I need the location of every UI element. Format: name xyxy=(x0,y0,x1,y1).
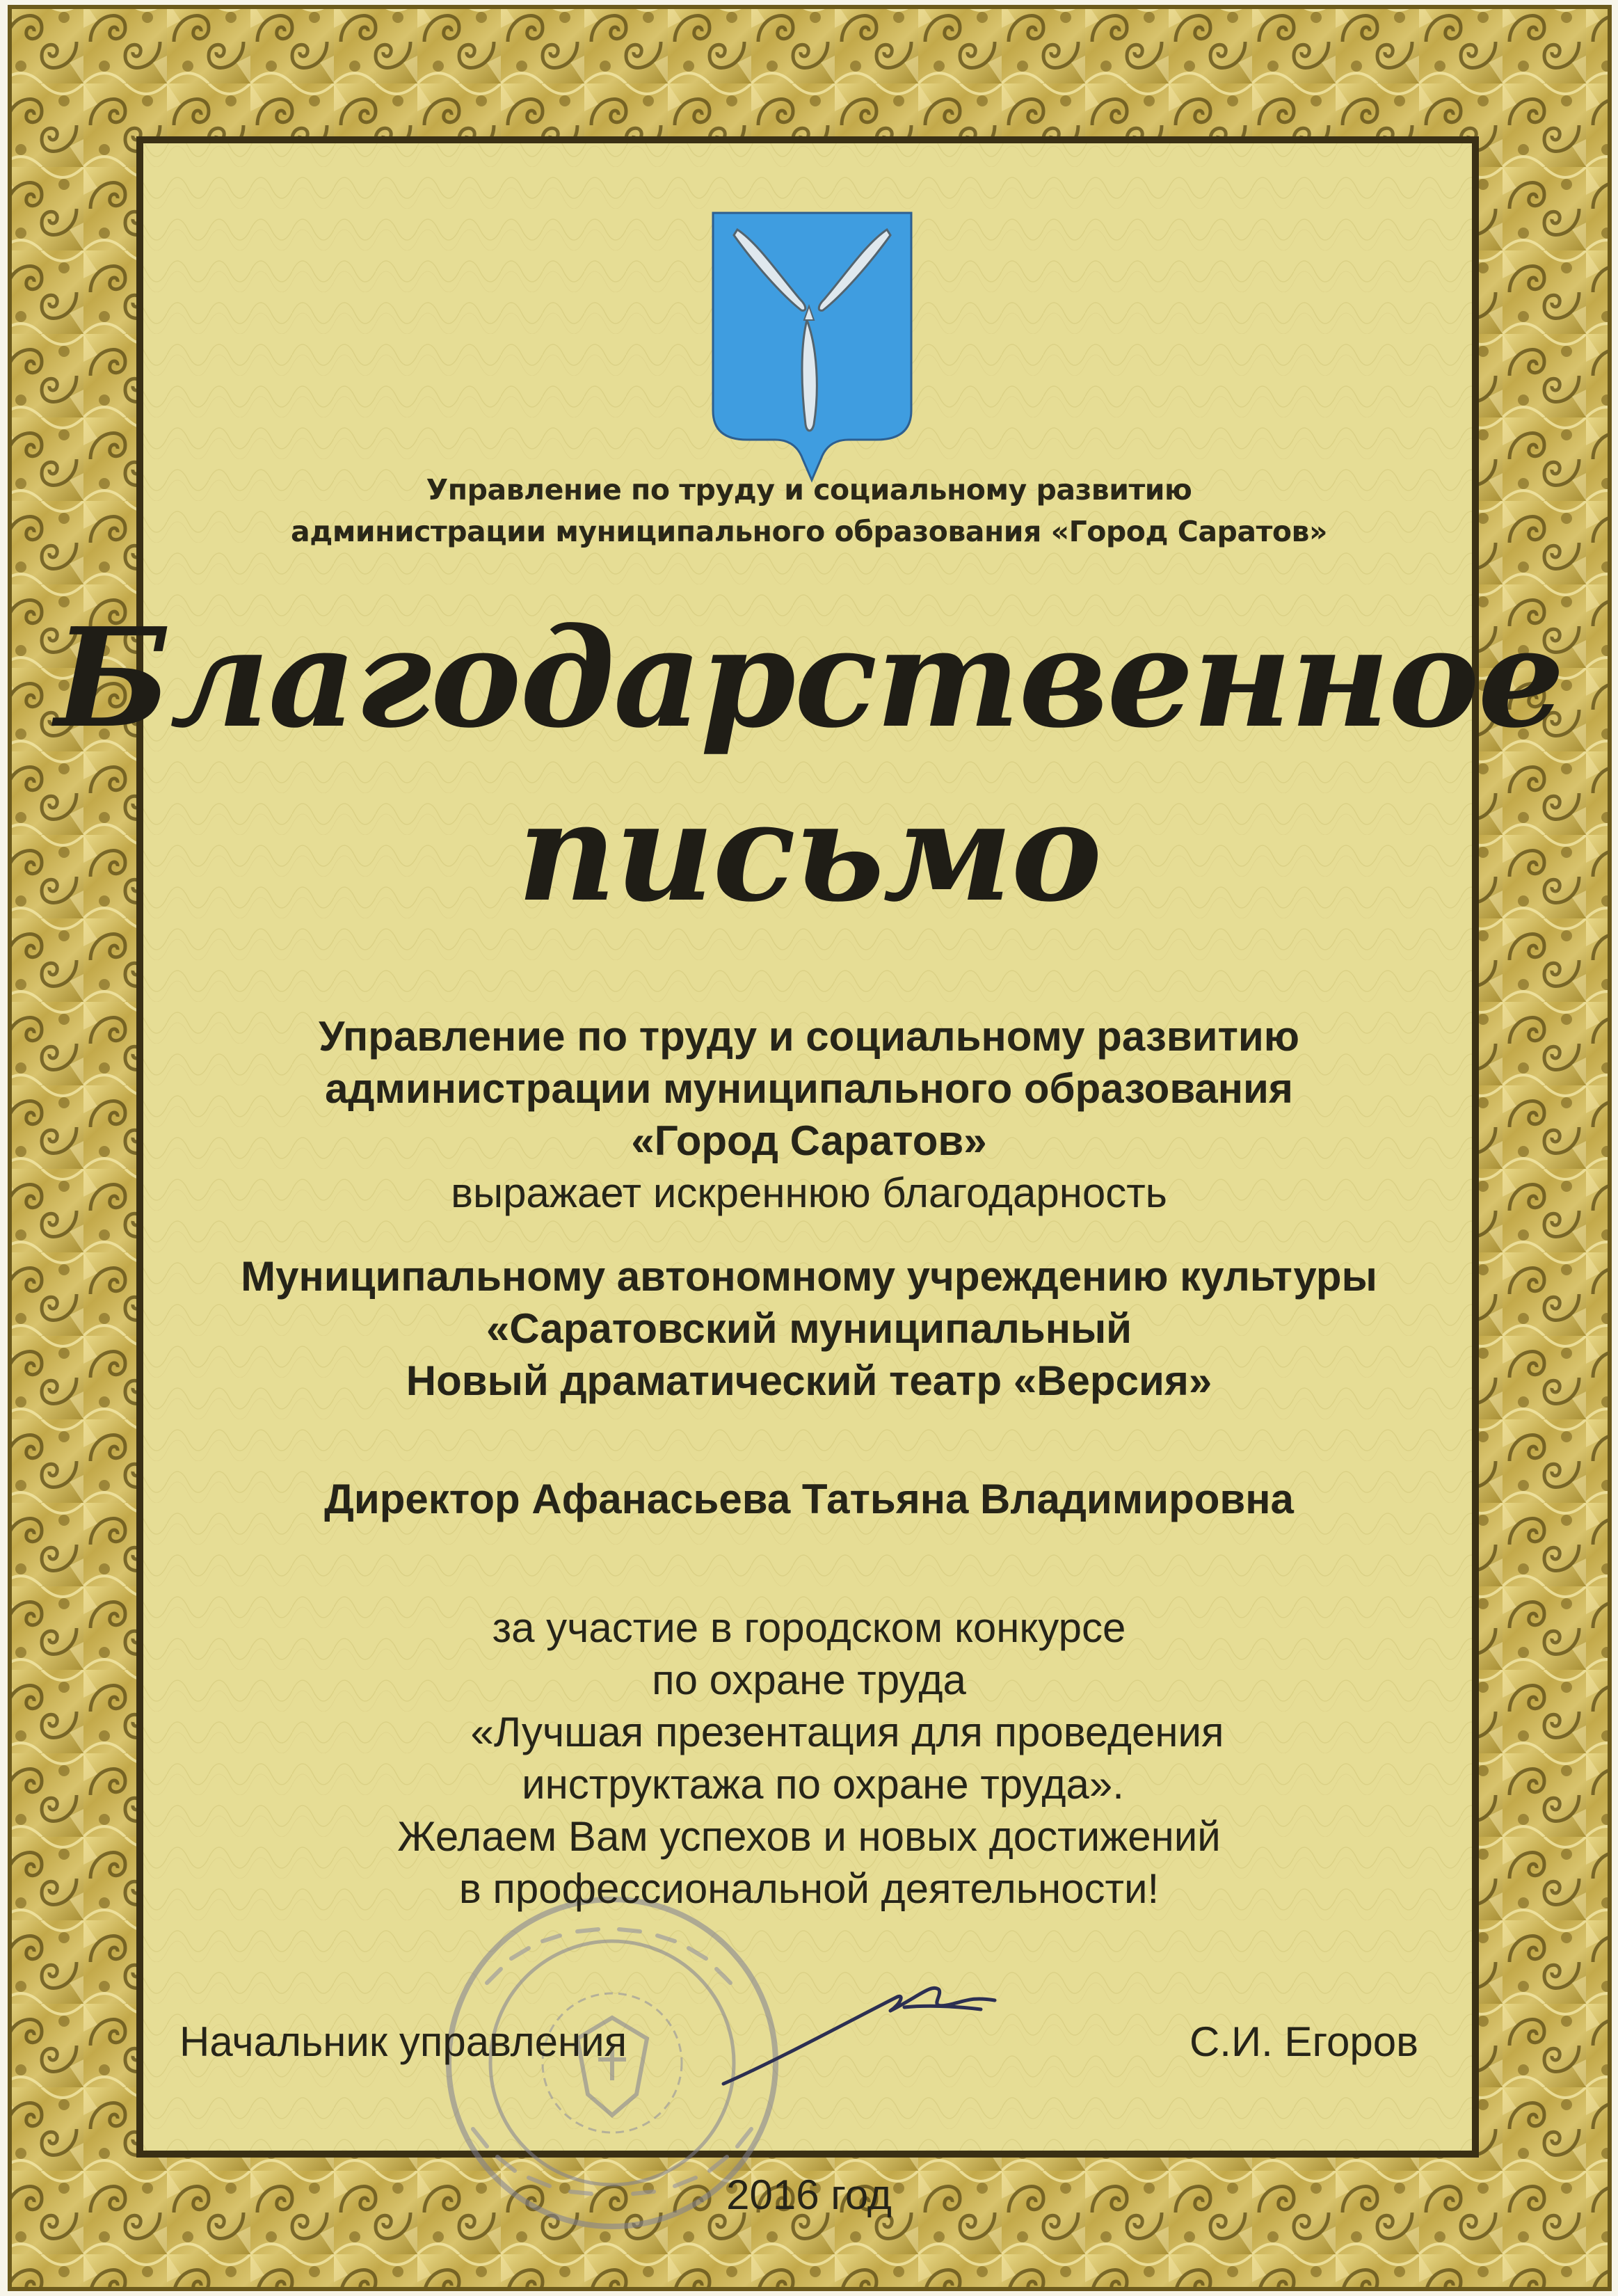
reason-line-2: по охране труда xyxy=(652,1657,966,1703)
signatory-position: Начальник управления xyxy=(179,2018,627,2065)
reason-line-3: «Лучшая презентация для проведения xyxy=(470,1709,1224,1755)
wish-line-1: Желаем Вам успехов и новых достижений xyxy=(397,1813,1221,1860)
title-line-2: письмо xyxy=(517,772,1101,932)
reason-line-4: инструктажа по охране труда». xyxy=(522,1761,1124,1808)
issuer-line-3: «Город Саратов» xyxy=(631,1117,987,1164)
title-line-1: Благодарственное xyxy=(54,598,1564,758)
recipient-line-1: Муниципальному автономному учреждению культуры xyxy=(241,1253,1377,1300)
header-line-2: администрации муниципального образования «Город Саратов» xyxy=(291,515,1327,548)
expresses-gratitude: выражает искреннюю благодарность xyxy=(451,1170,1167,1216)
recipient-line-2: «Саратовский муниципальный xyxy=(486,1305,1132,1352)
header-line-1: Управление по труду и социальному развитию xyxy=(426,473,1192,507)
recipient-line-3: Новый драматический театр «Версия» xyxy=(406,1357,1212,1404)
issuer-line-2: администрации муниципального образования xyxy=(325,1065,1293,1112)
wish-line-2: в профессиональной деятельности! xyxy=(458,1865,1160,1912)
issuer-line-1: Управление по труду и социальному развитию xyxy=(318,1013,1300,1060)
signatory-name: С.И. Егоров xyxy=(1189,2018,1418,2065)
reason-line-1: за участие в городском конкурсе xyxy=(492,1604,1126,1651)
coat-of-arms xyxy=(713,213,911,480)
issue-year: 2016 год xyxy=(726,2171,892,2218)
director-name: Директор Афанасьева Татьяна Владимировна xyxy=(324,1476,1294,1522)
